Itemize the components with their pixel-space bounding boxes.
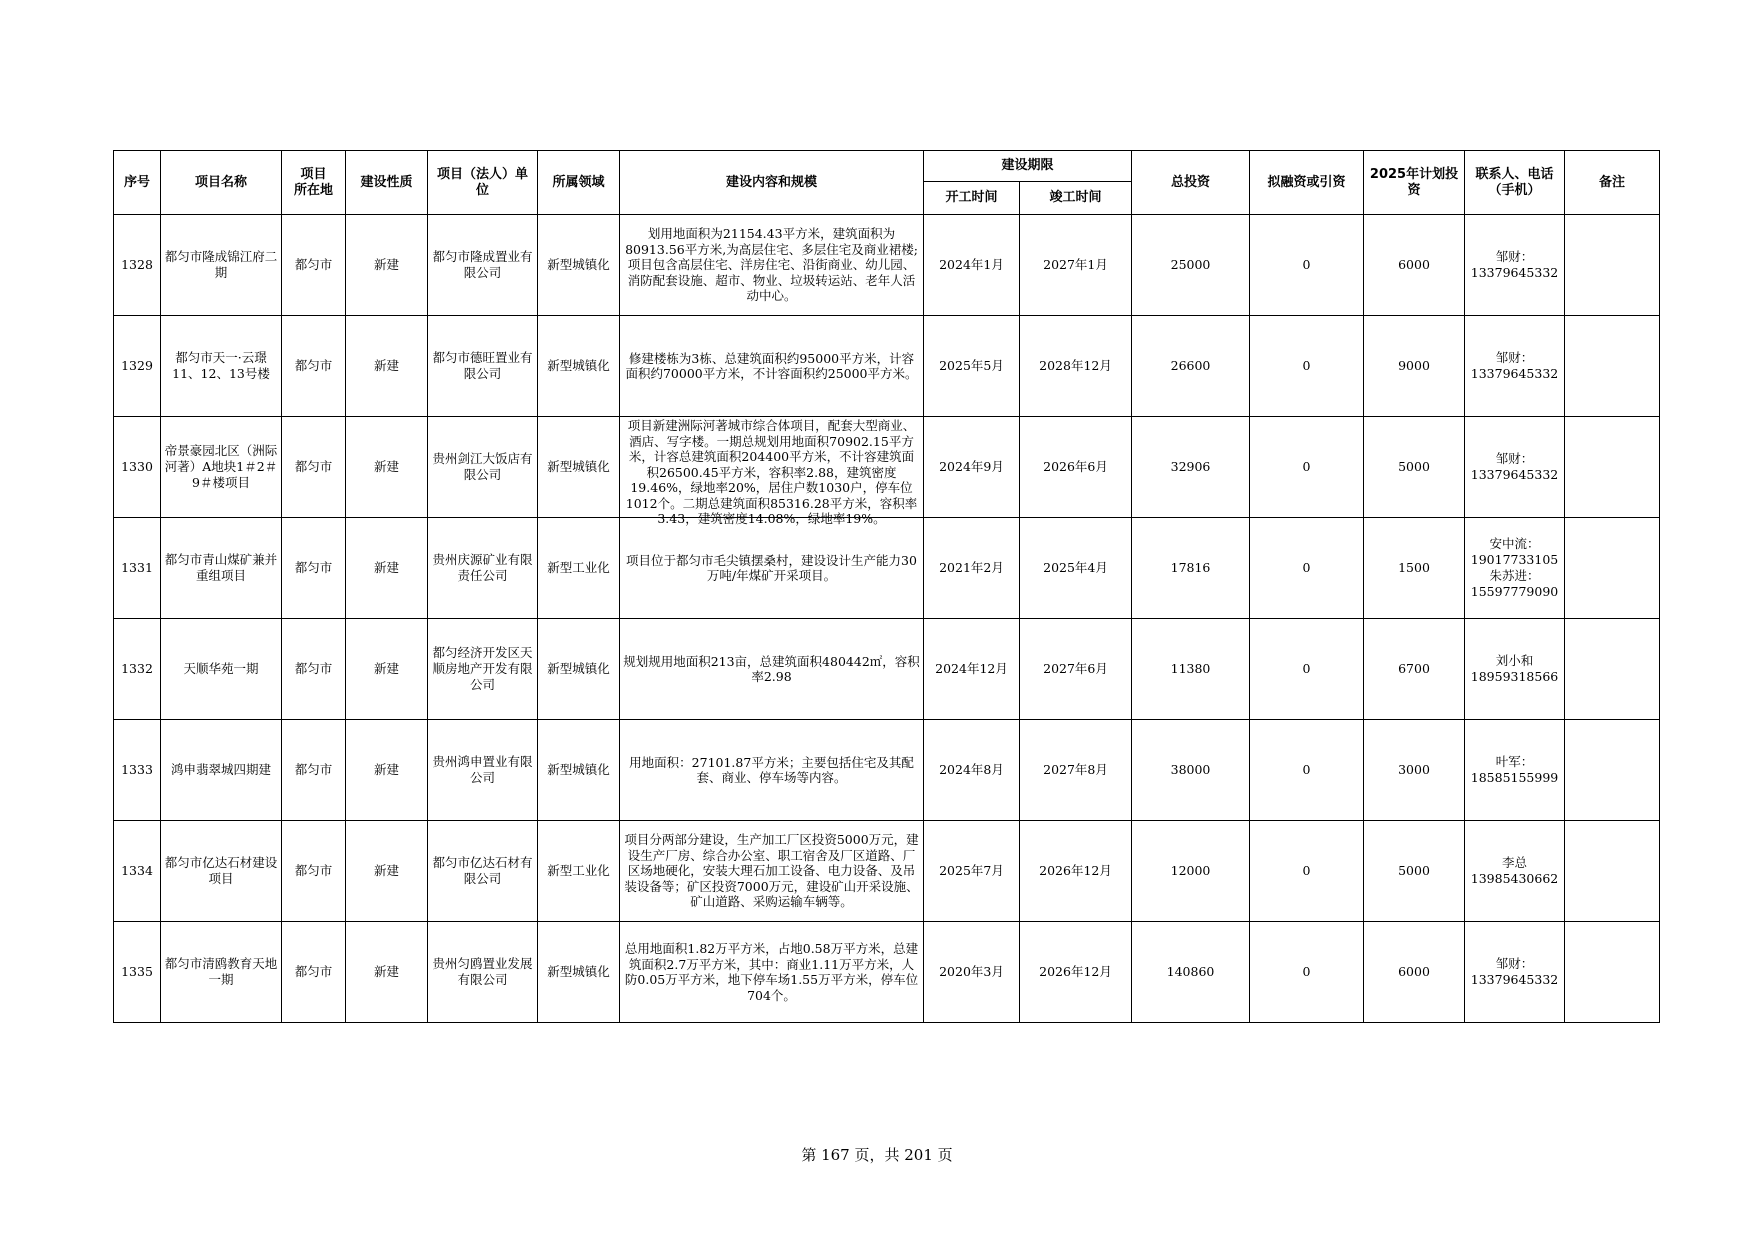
scope-text: 规划规用地面积213亩，总建筑面积480442㎡，容积率2.98	[623, 653, 920, 684]
header-end: 竣工时间	[1020, 182, 1132, 215]
cell-plan2025: 5000	[1364, 417, 1465, 518]
project-table	[113, 150, 1660, 1023]
table-row	[114, 821, 1660, 922]
cell-field: 新型城镇化	[538, 720, 620, 821]
cell-location: 都匀市	[282, 922, 346, 1023]
cell-scope	[620, 821, 924, 922]
cell-name: 帝景豪园北区（洲际河著）A地块1＃2＃9＃楼项目	[161, 417, 282, 518]
cell-start: 2024年8月	[924, 720, 1020, 821]
cell-name: 天顺华苑一期	[161, 619, 282, 720]
cell-end: 2028年12月	[1020, 316, 1132, 417]
scope-text: 项目位于都匀市毛尖镇摆桑村，建设设计生产能力30万吨/年煤矿开采项目。	[626, 552, 917, 583]
cell-end: 2026年6月	[1020, 417, 1132, 518]
cell-location: 都匀市	[282, 316, 346, 417]
header-financing: 拟融资或引资	[1250, 151, 1364, 215]
header-row	[114, 151, 1660, 182]
cell-nature: 新建	[346, 619, 428, 720]
scope-text: 划用地面积为21154.43平方米，建筑面积为80913.56平方米,为高层住宅、多层住宅及商业裙楼;项目包含高层住宅、洋房住宅、沿街商业、幼儿园、消防配套设施、超市、物业、垃圾转运站、老年人活动中心。	[625, 226, 918, 304]
cell-scope	[620, 720, 924, 821]
cell-start: 2020年3月	[924, 922, 1020, 1023]
cell-contact: 邹财： 13379645332	[1465, 922, 1565, 1023]
cell-plan2025: 6700	[1364, 619, 1465, 720]
scope-text: 项目新建洲际河著城市综合体项目，配套大型商业、酒店、写字楼。一期总规划用地面积70902.15平方米，计容总建筑面积204400平方米，不计容建筑面积26500.45平方米，容积率2.88，建筑密度19.46%，绿地率20%，居住户数1030户，停车位1012个。二期总建筑面积85316.28平方米，容积率3.43，建筑密度14.08%，绿地率19%。	[625, 418, 918, 526]
cell-total: 26600	[1132, 316, 1250, 417]
cell-scope	[620, 922, 924, 1023]
cell-remark	[1565, 316, 1660, 417]
cell-scope	[620, 316, 924, 417]
cell-plan2025: 5000	[1364, 821, 1465, 922]
cell-end: 2026年12月	[1020, 821, 1132, 922]
header-total: 总投资	[1132, 151, 1250, 215]
cell-remark	[1565, 821, 1660, 922]
header-location: 项目 所在地	[282, 151, 346, 215]
header-contact: 联系人、电话 （手机）	[1465, 151, 1565, 215]
cell-field: 新型城镇化	[538, 316, 620, 417]
cell-remark	[1565, 417, 1660, 518]
cell-end: 2026年12月	[1020, 922, 1132, 1023]
cell-total: 11380	[1132, 619, 1250, 720]
cell-end: 2027年6月	[1020, 619, 1132, 720]
cell-name: 都匀市清鸥教育天地一期	[161, 922, 282, 1023]
cell-remark	[1565, 215, 1660, 316]
cell-plan2025: 9000	[1364, 316, 1465, 417]
cell-contact: 邹财： 13379645332	[1465, 316, 1565, 417]
cell-location: 都匀市	[282, 720, 346, 821]
cell-location: 都匀市	[282, 821, 346, 922]
table-row	[114, 922, 1660, 1023]
cell-nature: 新建	[346, 316, 428, 417]
cell-unit: 都匀市德旺置业有限公司	[428, 316, 538, 417]
cell-contact: 叶军： 18585155999	[1465, 720, 1565, 821]
cell-financing: 0	[1250, 922, 1364, 1023]
cell-start: 2024年1月	[924, 215, 1020, 316]
cell-contact: 安中流： 19017733105 朱苏进： 15597779090	[1465, 518, 1565, 619]
cell-location: 都匀市	[282, 215, 346, 316]
scope-text: 项目分两部分建设，生产加工厂区投资5000万元，建设生产厂房、综合办公室、职工宿舍及厂区道路、厂区场地硬化，安装大理石加工设备、电力设备、及吊装设备等；矿区投资7000万元，建设矿山开采设施、矿山道路、采购运输车辆等。	[624, 832, 919, 910]
header-field: 所属领域	[538, 151, 620, 215]
cell-plan2025: 1500	[1364, 518, 1465, 619]
cell-contact: 李总 13985430662	[1465, 821, 1565, 922]
cell-unit: 贵州庆源矿业有限责任公司	[428, 518, 538, 619]
cell-remark	[1565, 619, 1660, 720]
cell-location: 都匀市	[282, 417, 346, 518]
cell-financing: 0	[1250, 821, 1364, 922]
cell-plan2025: 6000	[1364, 215, 1465, 316]
cell-total: 32906	[1132, 417, 1250, 518]
cell-contact: 邹财： 13379645332	[1465, 417, 1565, 518]
cell-scope	[620, 518, 924, 619]
cell-seq: 1331	[114, 518, 161, 619]
cell-remark	[1565, 518, 1660, 619]
cell-financing: 0	[1250, 215, 1364, 316]
cell-unit: 贵州匀鸥置业发展有限公司	[428, 922, 538, 1023]
cell-name: 鸿申翡翠城四期建	[161, 720, 282, 821]
cell-nature: 新建	[346, 922, 428, 1023]
cell-total: 38000	[1132, 720, 1250, 821]
cell-total: 12000	[1132, 821, 1250, 922]
cell-contact: 邹财： 13379645332	[1465, 215, 1565, 316]
header-scope: 建设内容和规模	[620, 151, 924, 215]
cell-plan2025: 6000	[1364, 922, 1465, 1023]
cell-seq: 1333	[114, 720, 161, 821]
cell-total: 17816	[1132, 518, 1250, 619]
cell-contact: 刘小和 18959318566	[1465, 619, 1565, 720]
table-row	[114, 518, 1660, 619]
cell-unit: 贵州剑江大饭店有限公司	[428, 417, 538, 518]
scope-text: 修建楼栋为3栋、总建筑面积约95000平方米，计容面积约70000平方米，不计容面积约25000平方米。	[625, 350, 918, 381]
cell-start: 2021年2月	[924, 518, 1020, 619]
header-period: 建设期限	[924, 151, 1132, 182]
cell-scope	[620, 619, 924, 720]
scope-text: 用地面积：27101.87平方米；主要包括住宅及其配套、商业、停车场等内容。	[629, 754, 914, 785]
cell-scope	[620, 417, 924, 526]
cell-location: 都匀市	[282, 518, 346, 619]
cell-seq: 1334	[114, 821, 161, 922]
header-seq: 序号	[114, 151, 161, 215]
table-row	[114, 720, 1660, 821]
cell-remark	[1565, 922, 1660, 1023]
cell-seq: 1329	[114, 316, 161, 417]
cell-remark	[1565, 720, 1660, 821]
cell-total: 140860	[1132, 922, 1250, 1023]
cell-field: 新型城镇化	[538, 619, 620, 720]
cell-financing: 0	[1250, 316, 1364, 417]
cell-financing: 0	[1250, 417, 1364, 518]
scope-text: 总用地面积1.82万平方米，占地0.58万平方米，总建筑面积2.7万平方米，其中：商业1.11万平方米，人防0.05万平方米，地下停车场1.55万平方米，停车位704个。	[624, 941, 919, 1003]
table-row	[114, 316, 1660, 417]
cell-financing: 0	[1250, 720, 1364, 821]
cell-field: 新型城镇化	[538, 922, 620, 1023]
table-row	[114, 417, 1660, 518]
cell-total: 25000	[1132, 215, 1250, 316]
cell-start: 2024年9月	[924, 417, 1020, 518]
cell-plan2025: 3000	[1364, 720, 1465, 821]
header-start: 开工时间	[924, 182, 1020, 215]
table-row	[114, 215, 1660, 316]
cell-financing: 0	[1250, 619, 1364, 720]
cell-scope	[620, 215, 924, 316]
cell-seq: 1328	[114, 215, 161, 316]
table-row	[114, 619, 1660, 720]
cell-name: 都匀市青山煤矿兼并重组项目	[161, 518, 282, 619]
table-body	[114, 215, 1660, 1023]
cell-name: 都匀市天一·云璟11、12、13号楼	[161, 316, 282, 417]
cell-unit: 都匀市亿达石材有限公司	[428, 821, 538, 922]
cell-name: 都匀市亿达石材建设项目	[161, 821, 282, 922]
cell-unit: 都匀市隆成置业有限公司	[428, 215, 538, 316]
cell-field: 新型工业化	[538, 821, 620, 922]
cell-end: 2025年4月	[1020, 518, 1132, 619]
cell-name: 都匀市隆成锦江府二期	[161, 215, 282, 316]
cell-start: 2025年7月	[924, 821, 1020, 922]
cell-seq: 1332	[114, 619, 161, 720]
cell-nature: 新建	[346, 821, 428, 922]
cell-start: 2024年12月	[924, 619, 1020, 720]
cell-unit: 都匀经济开发区天顺房地产开发有限公司	[428, 619, 538, 720]
cell-location: 都匀市	[282, 619, 346, 720]
header-plan2025: 2025年计划投资	[1364, 151, 1465, 215]
page-footer: 第 167 页，共 201 页	[801, 1146, 953, 1164]
cell-nature: 新建	[346, 417, 428, 518]
cell-seq: 1335	[114, 922, 161, 1023]
cell-nature: 新建	[346, 215, 428, 316]
cell-end: 2027年8月	[1020, 720, 1132, 821]
cell-seq: 1330	[114, 417, 161, 518]
cell-field: 新型城镇化	[538, 215, 620, 316]
cell-nature: 新建	[346, 720, 428, 821]
cell-field: 新型工业化	[538, 518, 620, 619]
header-remark: 备注	[1565, 151, 1660, 215]
cell-start: 2025年5月	[924, 316, 1020, 417]
cell-nature: 新建	[346, 518, 428, 619]
cell-unit: 贵州鸿申置业有限公司	[428, 720, 538, 821]
header-unit: 项目（法人）单位	[428, 151, 538, 215]
header-name: 项目名称	[161, 151, 282, 215]
cell-end: 2027年1月	[1020, 215, 1132, 316]
cell-field: 新型城镇化	[538, 417, 620, 518]
cell-financing: 0	[1250, 518, 1364, 619]
header-nature: 建设性质	[346, 151, 428, 215]
